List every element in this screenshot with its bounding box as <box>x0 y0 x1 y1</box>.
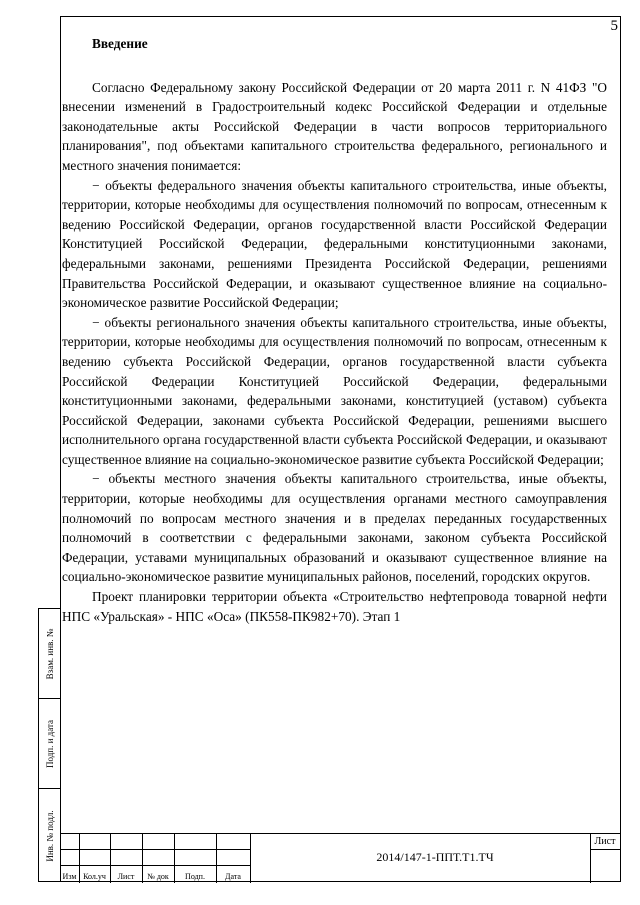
side-label-replacement: Взам. инв. № <box>45 628 55 679</box>
sheet-label: Лист <box>594 836 616 847</box>
column-label-doc-number: № док <box>147 872 169 881</box>
side-cell-signature <box>39 699 61 789</box>
column-label-change: Изм <box>62 872 77 881</box>
column-label-signature: Подп. <box>185 872 205 881</box>
side-cell-replacement <box>39 609 61 699</box>
side-cell-inventory <box>39 789 61 883</box>
document-code: 2014/147-1-ППТ.Т1.ТЧ <box>376 850 494 864</box>
title-block-rule <box>590 849 621 850</box>
section-heading: Введение <box>92 36 148 51</box>
title-block <box>60 833 621 882</box>
page-number: 5 <box>610 18 618 34</box>
paragraph-project: Проект планировки территории объекта «Строительство нефтепровода товарной нефти НПС «Уральская» - НПС «Оса» (ПК558-ПК982+70). Этап 1 <box>62 589 607 624</box>
title-block-rule <box>60 865 250 866</box>
column-label-count: Кол.уч <box>83 872 106 881</box>
side-label-signature: Подп. и дата <box>45 719 55 768</box>
side-stamp-strip <box>38 608 60 882</box>
column-label-date: Дата <box>225 872 241 881</box>
list-item-local: − объекты местного значения объекты капитального строительства, иные объекты, территории, которые необходимы для осуществления органами местного самоуправления полномочий по вопросам местного значения и в пределах переданных государственных полномочий в соответствии с федеральными законами, законом субъекта Российской Федерации, уставами муниципальных образований и оказывают существенное влияние на социально-экономическое развитие муниципальных районов, поселений, городских округов. <box>62 471 607 585</box>
list-item-federal: − объекты федерального значения объекты капитального строительства, иные объекты, территории, которые необходимы для осуществления полномочий по вопросам, отнесенным к ведению Российской Федерации, органов государственной власти Российской Федерации Конституцией Российской Федерации, федеральными конституционными законами, федеральными законами, решениями Президента Российской Федерации, решениями Правительства Российской Федерации, и оказывают существенное влияние на социально-экономическое развитие Российской Федерации; <box>62 177 607 311</box>
title-block-divider <box>250 834 251 883</box>
title-block-rule <box>60 849 250 850</box>
list-item-regional: − объекты регионального значения объекты капитального строительства, иные объекты, территории, которые необходимы для осуществления полномочий по вопросам, отнесенным к ведению субъекта Российской Федерации, органов государственной власти субъекта Российской Федерации Конституцией Российской Федерации, федеральными конституционными законами, федеральными законами, конституцией (уставом) субъекта Российской Федерации, законами субъекта Российской Федерации, решениями высшего исполнительного органа государственной власти субъекта Российской Федерации, и оказывают существенное влияние на социально-экономическое развитие субъекта Российской Федерации; <box>62 314 607 467</box>
paragraph-intro: Согласно Федеральному закону Российской Федерации от 20 марта 2011 г. N 41ФЗ "О внесении изменений в Градостроительный кодекс Российской Федерации и отдельные законодательные акты Российской Федерации в части вопросов территориального планирования", под объектами капитального строительства федерального, регионального и местного значения понимается: <box>62 79 607 173</box>
document-body <box>62 34 607 626</box>
side-label-inventory: Инв. № подл. <box>45 810 55 862</box>
column-label-sheet: Лист <box>117 872 135 881</box>
